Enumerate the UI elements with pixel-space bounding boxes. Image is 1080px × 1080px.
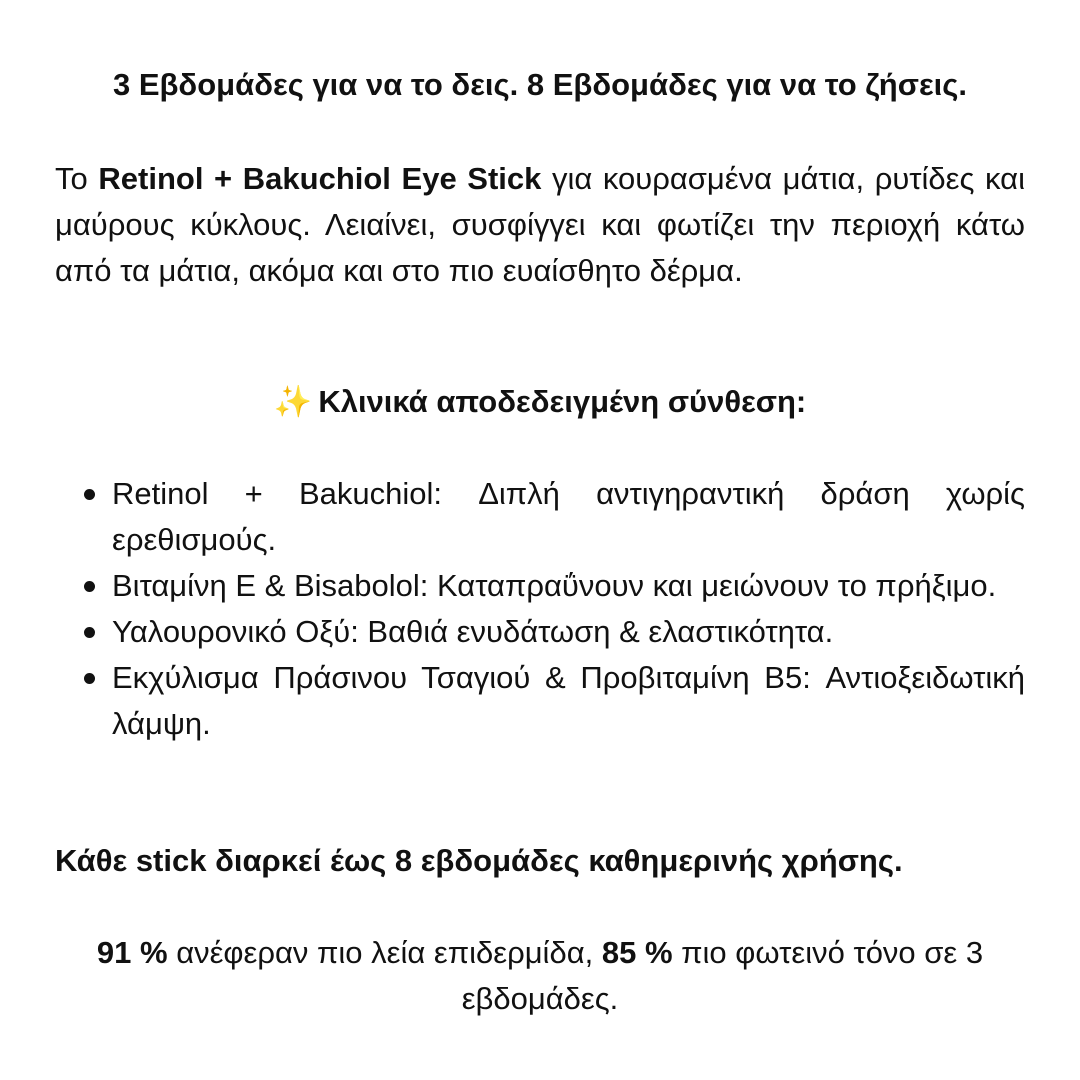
list-item: Υαλουρονικό Οξύ: Βαθιά ενυδάτωση & ελαστικότητα. xyxy=(112,609,1025,655)
stat-text-2: πιο φωτεινό τόνο σε 3 εβδομάδες. xyxy=(461,935,984,1016)
formula-title-text: Κλινικά αποδεδειγμένη σύνθεση: xyxy=(318,384,807,419)
stat-smoother-skin: 91 % xyxy=(96,935,168,970)
intro-paragraph xyxy=(55,156,1025,294)
product-name: Retinol + Bakuchiol Eye Stick xyxy=(98,161,542,196)
duration-statement: Κάθε stick διαρκεί έως 8 εβδομάδες καθημερινής χρήσης. xyxy=(55,843,903,878)
clinical-stats xyxy=(55,930,1025,1022)
stat-brighter-tone: 85 % xyxy=(601,935,673,970)
list-item: Retinol + Bakuchiol: Διπλή αντιγηραντική δράση χωρίς ερεθισμούς. xyxy=(112,471,1025,563)
intro-text: για κουρασμένα μάτια, ρυτίδες και μαύρους κύκλους. Λειαίνει, συσφίγγει και φωτίζει την περιοχή κάτω από τα μάτια, ακόμα και στο πιο ευαίσθητο δέρμα. xyxy=(55,161,1025,288)
list-item: Βιταμίνη E & Bisabolol: Καταπραΰνουν και μειώνουν το πρήξιμο. xyxy=(112,563,1025,609)
formula-title xyxy=(55,379,1025,425)
stat-text-1: ανέφεραν πιο λεία επιδερμίδα, xyxy=(167,935,602,970)
sparkles-icon: ✨ xyxy=(273,384,313,419)
ingredients-list xyxy=(112,471,1025,747)
intro-prefix: Το xyxy=(55,161,99,196)
list-item: Εκχύλισμα Πράσινου Τσαγιού & Προβιταμίνη B5: Αντιοξειδωτική λάμψη. xyxy=(112,655,1025,747)
headline: 3 Εβδομάδες για να το δεις. 8 Εβδομάδες για να το ζήσεις. xyxy=(112,67,968,102)
